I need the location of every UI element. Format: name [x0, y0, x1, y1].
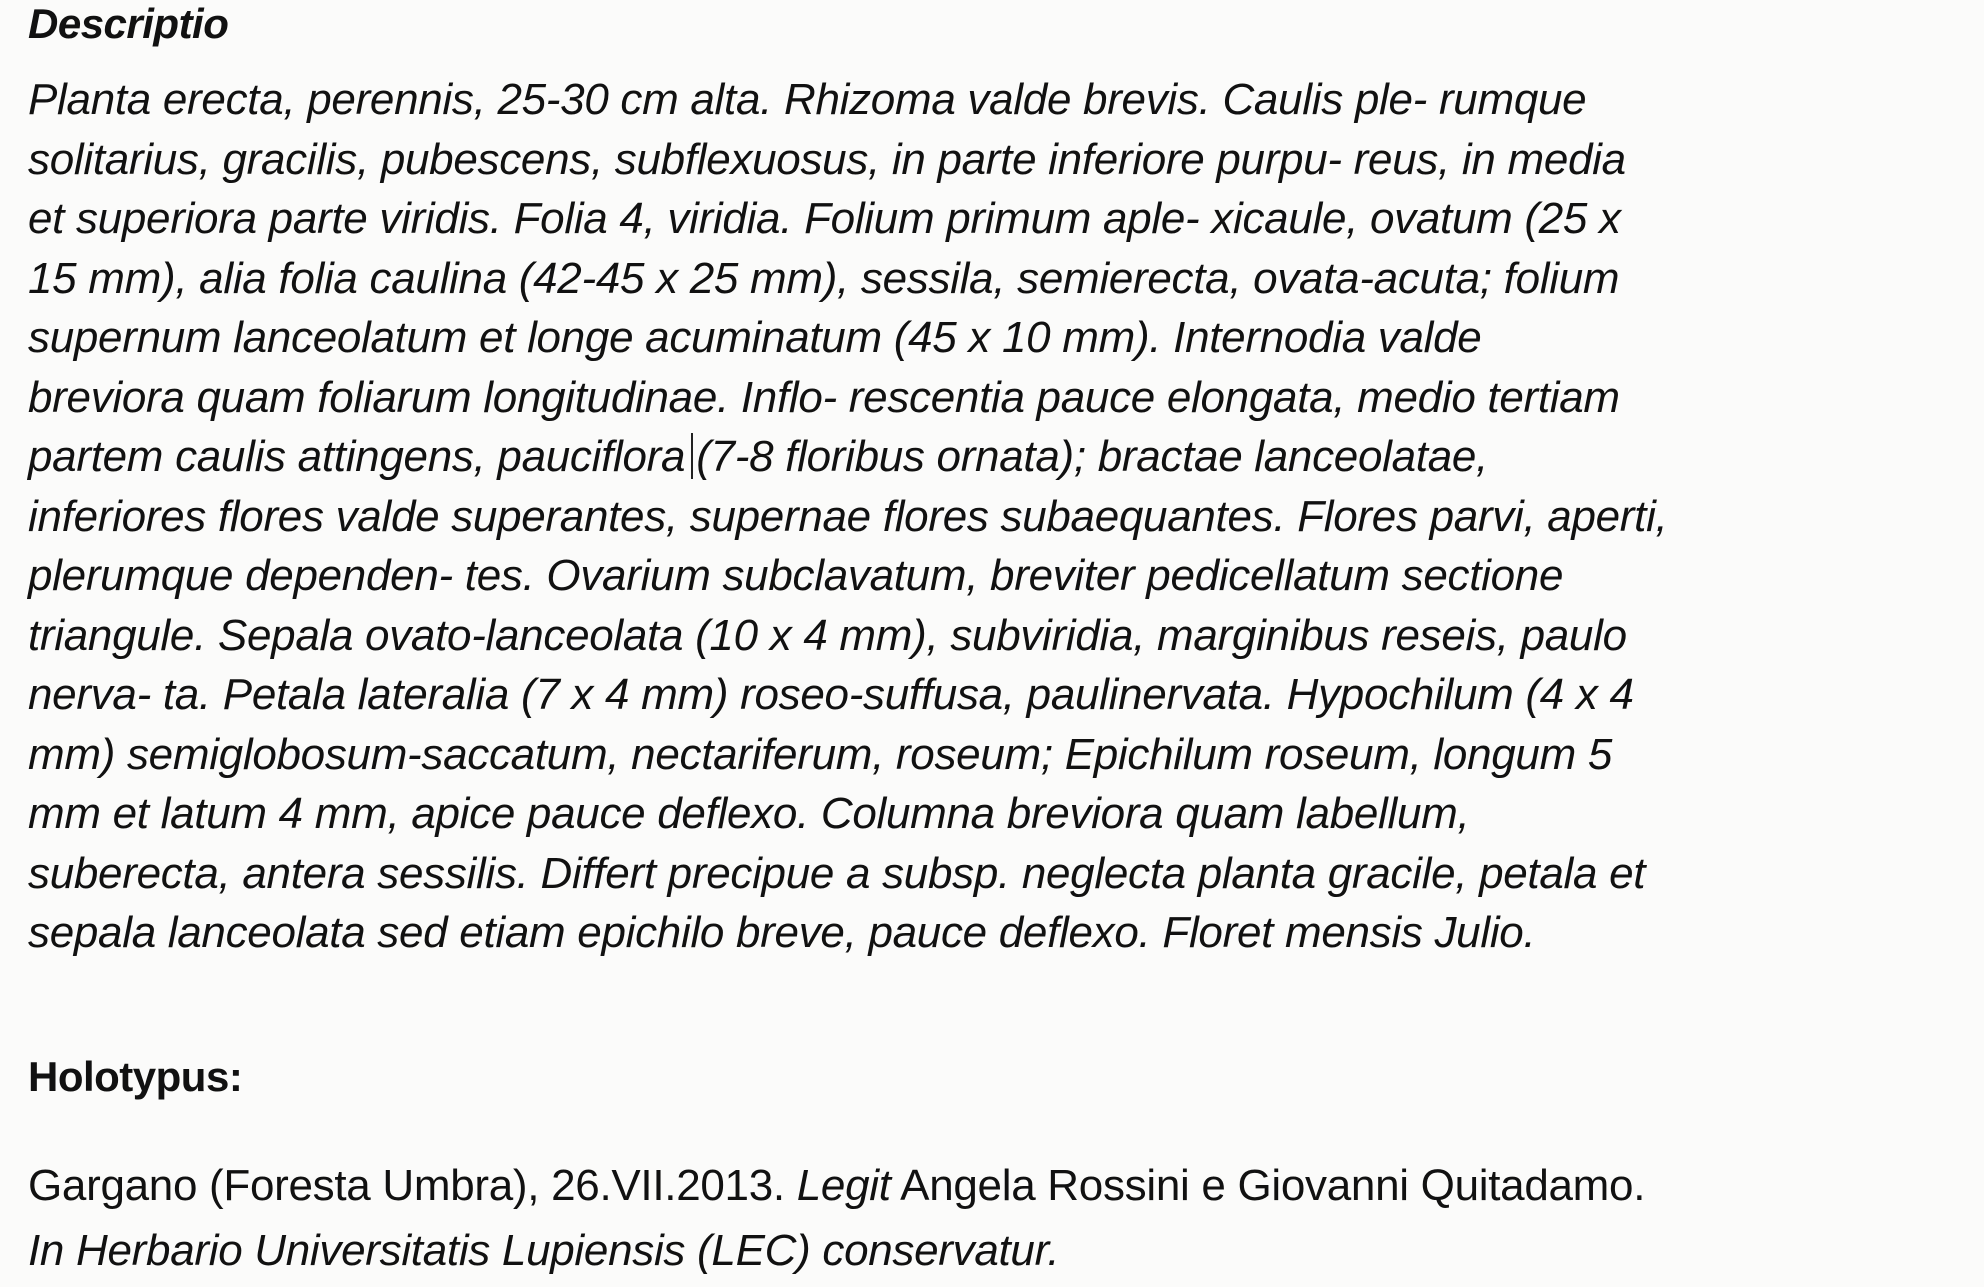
descriptio-line: Planta erecta, perennis, 25-30 cm alta. Rhizoma valde brevis. Caulis ple- rumque: [28, 75, 1587, 124]
holotypus-line: [28, 1153, 1968, 1218]
descriptio-heading: Descriptio: [28, 0, 229, 47]
holotypus-collectors: Angela Rossini e Giovanni Quitadamo.: [890, 1161, 1646, 1210]
descriptio-line: et superiora parte viridis. Folia 4, viridia. Folium primum aple- xicaule, ovatum (25 x: [28, 194, 1621, 243]
descriptio-line: sepala lanceolata sed etiam epichilo breve, pauce deflexo. Floret mensis Julio.: [28, 908, 1536, 957]
descriptio-line: plerumque dependen- tes. Ovarium subclavatum, breviter pedicellatum sectione: [28, 551, 1564, 600]
vertical-bar-mark: [691, 433, 693, 479]
holotypus-locality: Gargano (Foresta Umbra), 26.VII.2013.: [28, 1161, 797, 1210]
holotypus-herbarium: In Herbario Universitatis Lupiensis (LEC) conservatur.: [28, 1226, 1060, 1275]
holotypus-heading: Holotypus:: [28, 1053, 243, 1100]
descriptio-line: supernum lanceolatum et longe acuminatum (45 x 10 mm). Internodia valde: [28, 313, 1482, 362]
descriptio-line: breviora quam foliarum longitudinae. Inflo- rescentia pauce elongata, medio tertiam: [28, 372, 1620, 422]
descriptio-paragraph: [28, 70, 1968, 963]
descriptio-line: triangule. Sepala ovato-lanceolata (10 x 4 mm), subviridia, marginibus reseis, paulo: [28, 610, 1627, 660]
descriptio-line: suberecta, antera sessilis. Differt precipue a subsp. neglecta planta gracile, petala et: [28, 848, 1646, 898]
descriptio-line: [28, 427, 1968, 487]
descriptio-line: inferiores flores valde superantes, supernae flores subaequantes. Flores parvi, aperti,: [28, 491, 1668, 541]
descriptio-line: nerva- ta. Petala lateralia (7 x 4 mm) roseo-suffusa, paulinervata. Hypochilum (4 x 4: [28, 670, 1634, 719]
descriptio-line-part: partem caulis attingens, pauciflora: [28, 432, 686, 481]
descriptio-line: mm et latum 4 mm, apice pauce deflexo. Columna breviora quam labellum,: [28, 789, 1470, 838]
descriptio-line: mm) semiglobosum-saccatum, nectariferum, roseum; Epichilum roseum, longum 5: [28, 729, 1613, 779]
descriptio-line-part: (7-8 floribus ornata); bractae lanceolatae,: [696, 432, 1488, 481]
holotypus-legit: Legit: [796, 1161, 891, 1210]
descriptio-line: solitarius, gracilis, pubescens, subflexuosus, in parte inferiore purpu- reus, in media: [28, 134, 1626, 184]
holotypus-paragraph: [28, 1153, 1968, 1283]
descriptio-line: 15 mm), alia folia caulina (42-45 x 25 mm), sessila, semierecta, ovata-acuta; folium: [28, 253, 1620, 303]
